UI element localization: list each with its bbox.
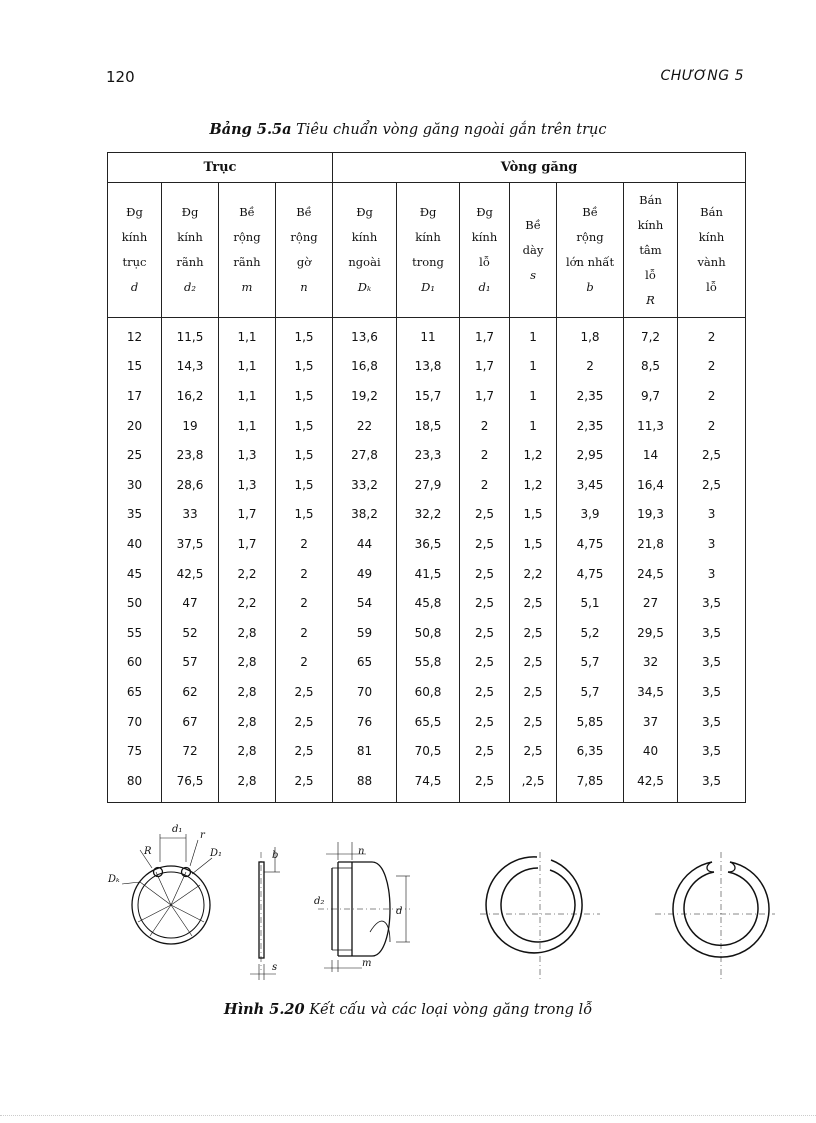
column-header-line: kính	[415, 230, 441, 244]
column-header-line: ngoài	[348, 255, 381, 269]
table-cell: 2	[276, 559, 333, 589]
column-header-line: kính	[698, 230, 725, 244]
column-header-line: trong	[412, 255, 444, 269]
table-cell: 37,5	[162, 529, 219, 559]
table-cell: 16,4	[624, 470, 678, 500]
table-row	[108, 707, 746, 737]
label-m: m	[362, 958, 372, 969]
table-row	[108, 411, 746, 441]
column-header	[219, 183, 276, 318]
table-row	[108, 470, 746, 500]
table-cell: 1	[510, 318, 557, 352]
table-cell: 1,1	[219, 318, 276, 352]
table-cell: 1,5	[510, 529, 557, 559]
column-header-line: lỗ	[645, 267, 656, 282]
column-symbol: R	[646, 292, 655, 307]
column-symbol: d₁	[478, 280, 491, 294]
label-d1: d₁	[172, 824, 183, 835]
table-cell: 2,5	[510, 677, 557, 707]
table-cell: 2,8	[219, 648, 276, 678]
column-header-line: lỗ	[479, 255, 490, 269]
table-cell: 70	[333, 677, 397, 707]
column-symbol: b	[586, 280, 594, 294]
table-cell: 3	[678, 529, 746, 559]
column-header	[162, 183, 219, 318]
table-row	[108, 381, 746, 411]
table-cell: 1,1	[219, 352, 276, 382]
table-cell: 2	[557, 352, 624, 382]
page-number: 120	[106, 68, 135, 86]
table-cell: 23,3	[397, 440, 460, 470]
table-cell: 45	[108, 559, 162, 589]
table-cell: 2,5	[276, 766, 333, 802]
column-header-line: kính	[637, 217, 664, 232]
table-row	[108, 352, 746, 382]
table-cell: 88	[333, 766, 397, 802]
table-cell: 5,1	[557, 588, 624, 618]
label-r: r	[200, 830, 205, 841]
table-cell: 34,5	[624, 677, 678, 707]
column-header	[678, 183, 746, 318]
column-symbol: m	[241, 280, 253, 294]
table-cell: 2,8	[219, 736, 276, 766]
table-cell: 2,5	[510, 736, 557, 766]
label-b: b	[272, 850, 279, 861]
table-cell: 2,5	[460, 529, 510, 559]
table-cell: 27,9	[397, 470, 460, 500]
table-cell: 74,5	[397, 766, 460, 802]
table-cell: 5,7	[557, 677, 624, 707]
table-cell: 2,8	[219, 677, 276, 707]
table-cell: 21,8	[624, 529, 678, 559]
group-header-ring: Vòng găng	[333, 153, 746, 183]
table-cell: 3,45	[557, 470, 624, 500]
table-cell: 2,5	[678, 470, 746, 500]
column-header-line: Bề	[525, 217, 541, 232]
table-cell: 1,7	[460, 352, 510, 382]
table-cell: 76,5	[162, 766, 219, 802]
column-header-line: rãnh	[176, 255, 204, 269]
label-D1: D₁	[210, 848, 223, 859]
table-row	[108, 529, 746, 559]
table-cell: 35	[108, 500, 162, 530]
table-cell: 70,5	[397, 736, 460, 766]
table-cell: 3,5	[678, 677, 746, 707]
table-cell: 2	[460, 440, 510, 470]
table-cell: 42,5	[162, 559, 219, 589]
table-cell: 2,2	[219, 559, 276, 589]
table-cell: 4,75	[557, 529, 624, 559]
table-cell: 72	[162, 736, 219, 766]
table-cell: 2,5	[510, 648, 557, 678]
column-header-line: Đg	[419, 205, 437, 219]
table-cell: 25	[108, 440, 162, 470]
column-header	[397, 183, 460, 318]
table-cell: 9,7	[624, 381, 678, 411]
table-cell: 28,6	[162, 470, 219, 500]
table-cell: 1,5	[276, 470, 333, 500]
table-cell: 55	[108, 618, 162, 648]
table-cell: 2,5	[460, 648, 510, 678]
table-cell: 12	[108, 318, 162, 352]
column-header-line: dày	[522, 242, 544, 257]
table-row	[108, 766, 746, 802]
table-cell: 5,7	[557, 648, 624, 678]
column-header-line: trục	[122, 255, 147, 269]
table-cell: 2,5	[460, 500, 510, 530]
table-cell: 1,5	[276, 318, 333, 352]
table-cell: 1,3	[219, 440, 276, 470]
column-header-line: kính	[351, 230, 378, 244]
table-cell: 11,5	[162, 318, 219, 352]
table-row	[108, 559, 746, 589]
table-cell: 1	[510, 411, 557, 441]
table-cell: 16,8	[333, 352, 397, 382]
table-cell: 3,5	[678, 588, 746, 618]
group-header-shaft: Trục	[108, 153, 333, 183]
table-cell: 37	[624, 707, 678, 737]
table-cell: 6,35	[557, 736, 624, 766]
table-cell: 60,8	[397, 677, 460, 707]
table-row	[108, 648, 746, 678]
table-cell: 3	[678, 559, 746, 589]
label-R: R	[144, 846, 152, 857]
table-cell: 2,8	[219, 766, 276, 802]
column-header-line: Bán	[700, 205, 723, 219]
chapter-heading: CHƯƠNG 5	[660, 68, 744, 84]
column-header-line: Bán	[639, 192, 662, 207]
table-cell: 32	[624, 648, 678, 678]
table-cell: 2,5	[460, 677, 510, 707]
table-cell: 3,5	[678, 648, 746, 678]
label-s: s	[272, 962, 278, 973]
table-caption-text: Tiêu chuẩn vòng găng ngoài gắn trên trục	[296, 122, 607, 138]
table-cell: 1,5	[276, 352, 333, 382]
table-cell: 5,85	[557, 707, 624, 737]
table-cell: 15,7	[397, 381, 460, 411]
table-cell: 40	[108, 529, 162, 559]
column-header	[333, 183, 397, 318]
table-cell: 7,2	[624, 318, 678, 352]
table-cell: 1,3	[219, 470, 276, 500]
column-header-line: rộng	[290, 230, 318, 244]
table-cell: 41,5	[397, 559, 460, 589]
table-cell: 47	[162, 588, 219, 618]
table-cell: 2,5	[510, 707, 557, 737]
table-cell: 11,3	[624, 411, 678, 441]
column-header-line: tâm	[639, 242, 662, 257]
column-header-line: Đg	[476, 205, 493, 219]
table-cell: 62	[162, 677, 219, 707]
table-cell: 55,8	[397, 648, 460, 678]
table-cell: 2	[460, 411, 510, 441]
table-cell: 1,7	[219, 529, 276, 559]
table-cell: 2,5	[460, 736, 510, 766]
table-cell: 27	[624, 588, 678, 618]
table-cell: 1,5	[276, 381, 333, 411]
table-cell: 18,5	[397, 411, 460, 441]
column-symbol: d₂	[184, 280, 196, 294]
column-header-line: vành	[697, 255, 726, 269]
table-cell: 2,5	[510, 618, 557, 648]
table-cell: 1,5	[276, 411, 333, 441]
table-row	[108, 736, 746, 766]
table-cell: 24,5	[624, 559, 678, 589]
column-header	[108, 183, 162, 318]
table-cell: 33,2	[333, 470, 397, 500]
table-cell: 44	[333, 529, 397, 559]
table-cell: 29,5	[624, 618, 678, 648]
table-cell: 67	[162, 707, 219, 737]
column-header-line: Đg	[126, 205, 143, 219]
table-caption-label: Bảng 5.5a	[209, 121, 292, 138]
table-cell: 2	[678, 318, 746, 352]
table-caption	[0, 121, 816, 138]
table-cell: 65,5	[397, 707, 460, 737]
column-header-line: gờ	[296, 255, 312, 269]
table-cell: 20	[108, 411, 162, 441]
label-n: n	[358, 846, 365, 857]
table-cell: 1,5	[276, 440, 333, 470]
table-cell: 2,2	[510, 559, 557, 589]
column-header-line: Bề	[296, 205, 312, 219]
table-cell: 1	[510, 352, 557, 382]
label-Dk: Dₖ	[108, 874, 120, 885]
table-cell: 70	[108, 707, 162, 737]
label-d: d	[396, 906, 403, 917]
column-header	[624, 183, 678, 318]
table-cell: 1,7	[460, 381, 510, 411]
table-cell: 3,9	[557, 500, 624, 530]
ring-drawing	[100, 812, 780, 992]
table-cell: 2,35	[557, 381, 624, 411]
table-cell: 19,3	[624, 500, 678, 530]
table-cell: 2,5	[276, 707, 333, 737]
table-cell: 2,5	[460, 766, 510, 802]
table-cell: 2,95	[557, 440, 624, 470]
table-cell: 8,5	[624, 352, 678, 382]
table-cell: 11	[397, 318, 460, 352]
column-header	[460, 183, 510, 318]
column-symbol: s	[530, 267, 536, 282]
table-cell: 80	[108, 766, 162, 802]
table-cell: 50,8	[397, 618, 460, 648]
table-cell: 1	[510, 381, 557, 411]
table-cell: 2,5	[276, 677, 333, 707]
table-cell: 33	[162, 500, 219, 530]
table-cell: 27,8	[333, 440, 397, 470]
column-header-line: rãnh	[233, 255, 261, 269]
ring-figure	[100, 812, 780, 992]
table-cell: 1,1	[219, 411, 276, 441]
column-header-line: Bề	[239, 205, 255, 219]
table-cell: 2,5	[460, 588, 510, 618]
column-header-line: rộng	[233, 230, 261, 244]
column-header-line: Đg	[181, 205, 199, 219]
table-cell: 38,2	[333, 500, 397, 530]
column-header	[276, 183, 333, 318]
table-cell: 2,5	[460, 618, 510, 648]
table-cell: 75	[108, 736, 162, 766]
column-symbol: d	[130, 280, 139, 294]
table-row	[108, 677, 746, 707]
column-header	[510, 183, 557, 318]
table-cell: 2,8	[219, 707, 276, 737]
table-cell: 65	[333, 648, 397, 678]
table-cell: 1,5	[276, 500, 333, 530]
table-cell: 50	[108, 588, 162, 618]
table-cell: 1,2	[510, 440, 557, 470]
table-cell: 3,5	[678, 766, 746, 802]
page-bottom-rule	[0, 1115, 816, 1116]
table-cell: 52	[162, 618, 219, 648]
column-header-line: kính	[177, 230, 203, 244]
retaining-ring-table	[107, 152, 746, 803]
table-cell: 36,5	[397, 529, 460, 559]
table-cell: 1,8	[557, 318, 624, 352]
table-cell: ,2,5	[510, 766, 557, 802]
table-cell: 19,2	[333, 381, 397, 411]
table-cell: 2	[276, 588, 333, 618]
column-header-line: lỗ	[706, 280, 717, 294]
label-d2: d₂	[314, 896, 325, 907]
table-cell: 14	[624, 440, 678, 470]
table-cell: 2	[276, 618, 333, 648]
table-cell: 17	[108, 381, 162, 411]
table-cell: 2	[678, 352, 746, 382]
table-cell: 59	[333, 618, 397, 648]
table-cell: 32,2	[397, 500, 460, 530]
table-cell: 76	[333, 707, 397, 737]
table-cell: 14,3	[162, 352, 219, 382]
table-cell: 65	[108, 677, 162, 707]
table-cell: 7,85	[557, 766, 624, 802]
figure-caption-label: Hình 5.20	[223, 1001, 305, 1018]
table-cell: 23,8	[162, 440, 219, 470]
table-cell: 60	[108, 648, 162, 678]
table-cell: 42,5	[624, 766, 678, 802]
table-cell: 19	[162, 411, 219, 441]
table-cell: 2,35	[557, 411, 624, 441]
column-header-line: rộng	[576, 230, 604, 244]
column-header-line: Bề	[582, 205, 598, 219]
column-header-line: kính	[471, 230, 498, 244]
column-symbol: Dₖ	[357, 280, 372, 294]
column-header-line: Đg	[356, 205, 373, 219]
table-cell: 2,8	[219, 618, 276, 648]
table-cell: 13,6	[333, 318, 397, 352]
table-cell: 2,5	[510, 588, 557, 618]
table-row	[108, 440, 746, 470]
table-cell: 2	[678, 411, 746, 441]
table-cell: 3,5	[678, 707, 746, 737]
table-cell: 49	[333, 559, 397, 589]
table-cell: 22	[333, 411, 397, 441]
table-cell: 2,5	[460, 707, 510, 737]
ring-edge-view	[259, 862, 264, 958]
column-symbol: n	[300, 280, 308, 294]
table-cell: 2,5	[460, 559, 510, 589]
table-cell: 54	[333, 588, 397, 618]
table-row	[108, 500, 746, 530]
table-cell: 81	[333, 736, 397, 766]
table-row	[108, 588, 746, 618]
table-cell: 2,5	[678, 440, 746, 470]
table-cell: 2	[276, 529, 333, 559]
table-cell: 2	[460, 470, 510, 500]
table-cell: 16,2	[162, 381, 219, 411]
table-cell: 2,5	[276, 736, 333, 766]
column-symbol: D₁	[421, 280, 435, 294]
table-cell: 3	[678, 500, 746, 530]
figure-caption	[0, 1001, 816, 1018]
table-cell: 45,8	[397, 588, 460, 618]
table-cell: 2	[678, 381, 746, 411]
table-cell: 1,5	[510, 500, 557, 530]
table-cell: 13,8	[397, 352, 460, 382]
table-row	[108, 318, 746, 352]
table-cell: 15	[108, 352, 162, 382]
column-header-line: lớn nhất	[565, 255, 615, 269]
table-cell: 1,2	[510, 470, 557, 500]
table-cell: 1,7	[219, 500, 276, 530]
table-cell: 2,2	[219, 588, 276, 618]
table-cell: 40	[624, 736, 678, 766]
table-cell: 1,1	[219, 381, 276, 411]
table-cell: 2	[276, 648, 333, 678]
table-cell: 30	[108, 470, 162, 500]
table-row	[108, 618, 746, 648]
table-cell: 4,75	[557, 559, 624, 589]
column-header-line: kính	[121, 230, 148, 244]
table-cell: 57	[162, 648, 219, 678]
table-cell: 1,7	[460, 318, 510, 352]
figure-caption-text: Kết cấu và các loại vòng găng trong lỗ	[309, 1002, 593, 1018]
table-cell: 3,5	[678, 618, 746, 648]
column-header	[557, 183, 624, 318]
table-cell: 5,2	[557, 618, 624, 648]
table-cell: 3,5	[678, 736, 746, 766]
